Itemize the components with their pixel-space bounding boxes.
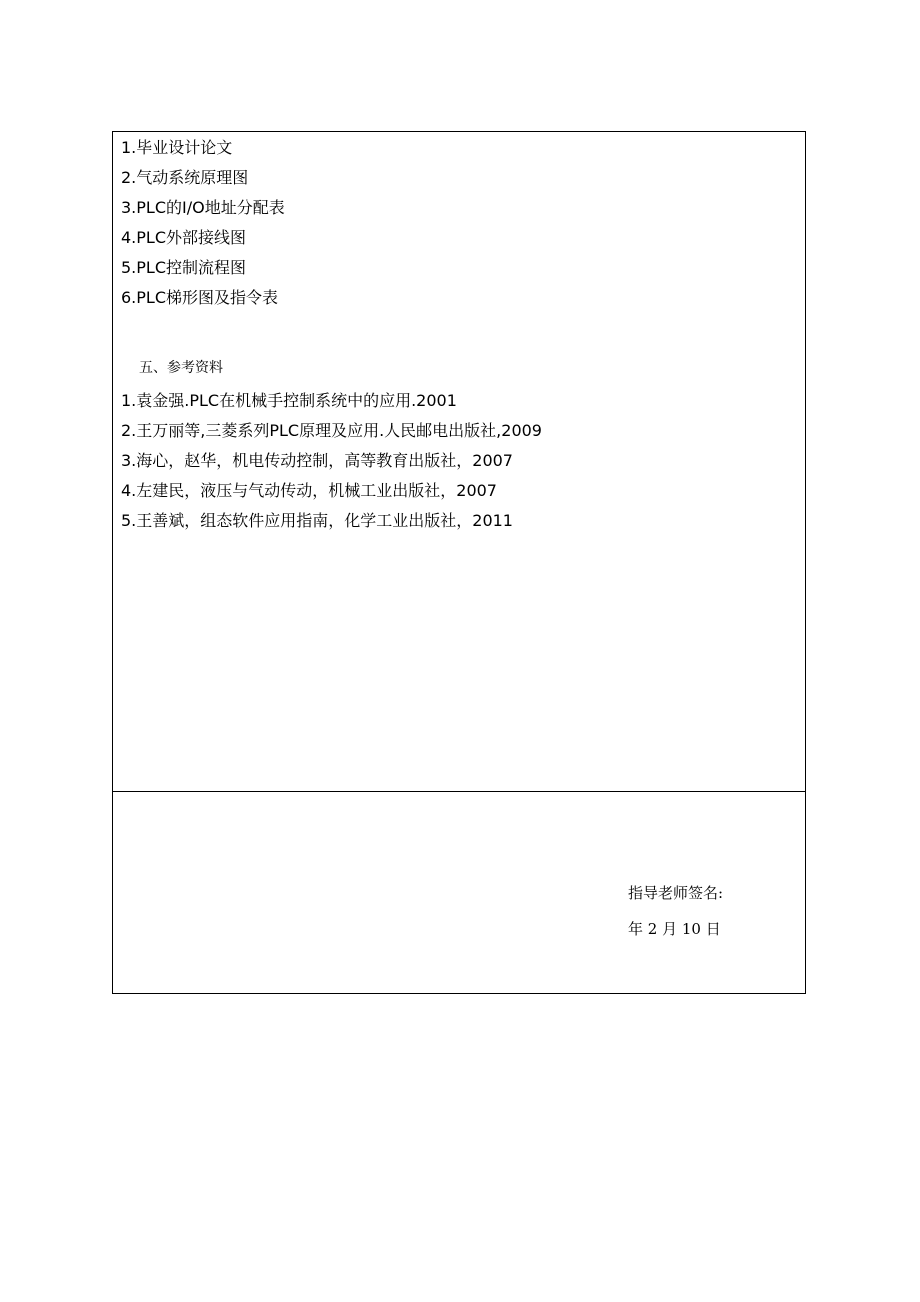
deliverable-item: 4.PLC外部接线图	[121, 228, 247, 247]
deliverable-item: 3.PLC的I/O地址分配表	[121, 198, 285, 217]
signature-date: 年 2 月 10 日	[628, 920, 721, 938]
deliverable-item: 1.毕业设计论文	[121, 138, 233, 157]
reference-item: 1.袁金强.PLC在机械手控制系统中的应用.2001	[121, 391, 457, 410]
deliverable-item: 6.PLC梯形图及指令表	[121, 288, 279, 307]
content-cell	[113, 132, 805, 792]
deliverable-item: 2.气动系统原理图	[121, 168, 249, 187]
reference-item: 4.左建民，液压与气动传动，机械工业出版社，2007	[121, 481, 497, 500]
reference-item: 5.王善斌，组态软件应用指南，化学工业出版社，2011	[121, 511, 513, 530]
signature-cell	[113, 792, 805, 993]
reference-item: 3.海心，赵华，机电传动控制，高等教育出版社，2007	[121, 451, 513, 470]
deliverable-item: 5.PLC控制流程图	[121, 258, 247, 277]
references-heading: 五、参考资料	[139, 360, 223, 376]
advisor-signature-label: 指导老师签名:	[628, 884, 724, 902]
reference-item: 2.王万丽等,三菱系列PLC原理及应用.人民邮电出版社,2009	[121, 421, 542, 440]
form-table	[112, 131, 806, 994]
